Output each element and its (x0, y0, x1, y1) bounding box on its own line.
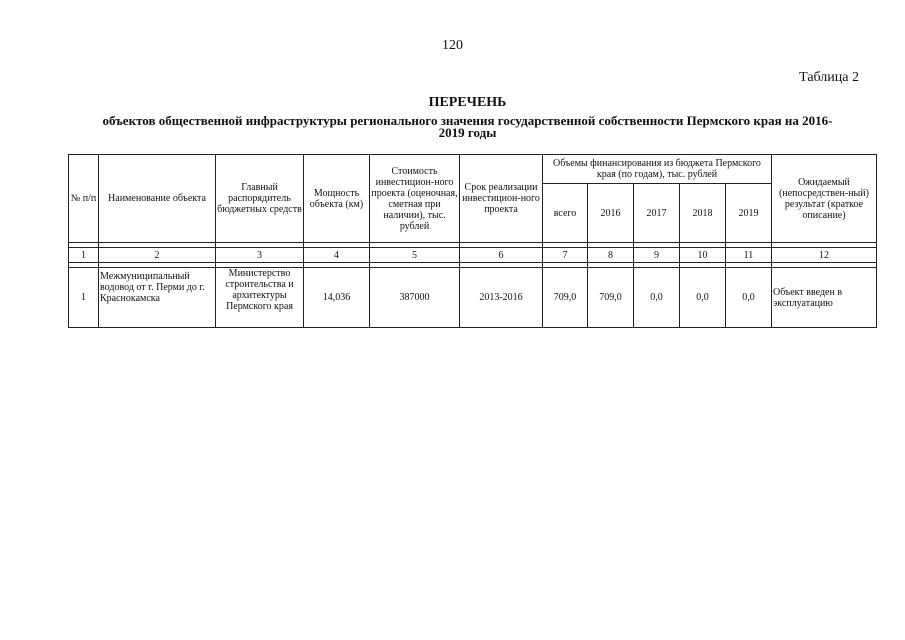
column-number: 10 (680, 248, 726, 263)
cell-cost: 387000 (370, 268, 460, 328)
document-title: ПЕРЕЧЕНЬ (428, 95, 507, 110)
header-2016: 2016 (588, 184, 634, 243)
header-term: Срок реализации инвестицион-ного проекта (460, 155, 543, 243)
header-capacity: Мощность объекта (км) (304, 155, 370, 243)
column-number-row (69, 248, 877, 263)
column-number: 6 (460, 248, 543, 263)
cell-name: Межмуниципальный водовод от г. Перми до г. Краснокамска (99, 268, 216, 328)
cell-2017: 0,0 (634, 268, 680, 328)
cell-capacity: 14,036 (304, 268, 370, 328)
column-number: 3 (216, 248, 304, 263)
column-number: 1 (69, 248, 99, 263)
cell-num: 1 (69, 268, 99, 328)
header-manager: Главный распорядитель бюджетных средств (216, 155, 304, 243)
cell-2016: 709,0 (588, 268, 634, 328)
cell-2018: 0,0 (680, 268, 726, 328)
header-num: № п/п (69, 155, 99, 243)
column-number: 2 (99, 248, 216, 263)
header-name: Наименование объекта (99, 155, 216, 243)
cell-manager: Министерство строительства и архитектуры Пермского края (216, 268, 304, 328)
table-row (69, 268, 877, 328)
column-number: 5 (370, 248, 460, 263)
objects-table (68, 154, 877, 328)
column-number: 8 (588, 248, 634, 263)
column-number: 9 (634, 248, 680, 263)
column-number: 11 (726, 248, 772, 263)
cell-result: Объект введен в эксплуатацию (772, 268, 877, 328)
column-number: 4 (304, 248, 370, 263)
header-2017: 2017 (634, 184, 680, 243)
header-row (69, 155, 877, 184)
header-total: всего (543, 184, 588, 243)
header-result: Ожидаемый (непосредствен-ный) результат (краткое описание) (772, 155, 877, 243)
cell-2019: 0,0 (726, 268, 772, 328)
header-funding: Объемы финансирования из бюджета Пермского края (по годам), тыс. рублей (543, 155, 772, 184)
header-2018: 2018 (680, 184, 726, 243)
table-label: Таблица 2 (799, 70, 859, 85)
header-cost: Стоимость инвестицион-ного проекта (оценочная, сметная при наличии), тыс. рублей (370, 155, 460, 243)
header-2019: 2019 (726, 184, 772, 243)
column-number: 7 (543, 248, 588, 263)
cell-term: 2013-2016 (460, 268, 543, 328)
cell-total: 709,0 (543, 268, 588, 328)
column-number: 12 (772, 248, 877, 263)
page-number: 120 (442, 38, 463, 53)
document-subtitle: объектов общественной инфраструктуры регионального значения государственной собственности Пермского края на 2016-2019 годы (102, 113, 833, 140)
